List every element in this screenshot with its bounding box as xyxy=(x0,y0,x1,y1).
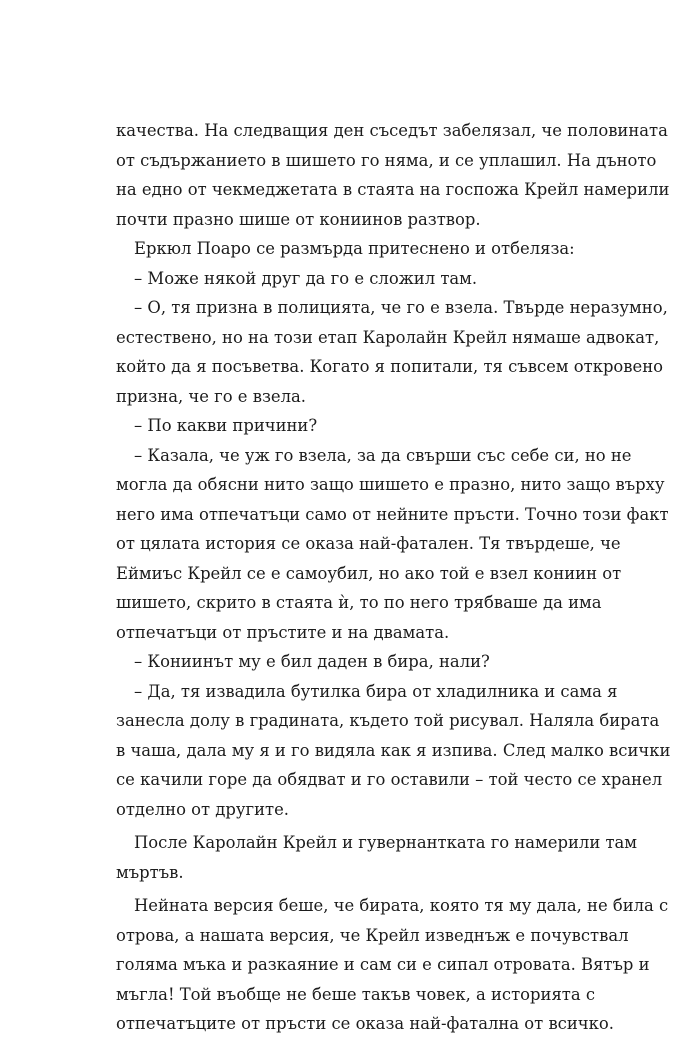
text-line: могла да обясни нито защо шишето е празно, нито защо върху xyxy=(116,475,665,494)
text-line: в чаша, дала му я и го видяла как я изпива. След малко всички xyxy=(116,740,671,760)
text-line: на едно от чекмеджетата в стаята на госпожа Крейл намерили xyxy=(116,180,670,199)
text-line: призна, че го е взела. xyxy=(116,386,306,406)
text-line: – Кониинът му е бил даден в бира, нали? xyxy=(134,652,490,671)
text-line: мъгла! Той въобще не беше такъв човек, а историята с xyxy=(116,984,596,1004)
body-text xyxy=(116,116,671,1039)
text-line: качества. На следващия ден съседът забелязал, че половината xyxy=(116,121,668,140)
text-line: – Казала, че уж го взела, за да свърши със себе си, но не xyxy=(134,445,632,465)
text-line: После Каролайн Крейл и гувернантката го намерили там xyxy=(134,833,638,852)
text-line: отрова, а нашата версия, че Крейл изведнъж е почувствал xyxy=(116,925,629,945)
text-line: – О, тя призна в полицията, че го е взела. Твърде неразумно, xyxy=(134,298,668,317)
text-line: който да я посъветва. Когато я попитали, тя съвсем откровено xyxy=(116,357,664,376)
text-line: естествено, но на този етап Каролайн Крейл нямаше адвокат, xyxy=(116,327,660,347)
text-line: – Може някой друг да го е сложил там. xyxy=(134,268,478,288)
text-line: занесла долу в градината, където той рисувал. Наляла бирата xyxy=(116,711,660,730)
text-line: Еркюл Поаро се размърда притеснено и отбеляза: xyxy=(134,239,575,258)
text-line: отделно от другите. xyxy=(116,799,290,819)
text-line: отпечатъци от пръстите и на двамата. xyxy=(116,622,450,642)
text-line: шишето, скрито в стаята ѝ, то по него трябваше да има xyxy=(116,593,602,612)
text-line: мъртъв. xyxy=(116,862,184,882)
text-line: отпечатъците от пръсти се оказа най-фатална от всичко. xyxy=(116,1014,614,1033)
text-line: него има отпечатъци само от нейните пръсти. Точно този факт xyxy=(116,504,669,524)
text-line: Нейната версия беше, че бирата, която тя му дала, не била с xyxy=(134,896,669,915)
text-line: голяма мъка и разкаяние и сам си е сипал отровата. Вятър и xyxy=(116,955,650,974)
text-line: – По какви причини? xyxy=(134,416,318,435)
text-line: почти празно шише от кониинов разтвор. xyxy=(116,209,481,229)
text-line: от съдържанието в шишето го няма, и се уплашил. На дъното xyxy=(116,150,657,170)
text-line: Еймиъс Крейл се е самоубил, но ако той е взел кониин от xyxy=(116,563,622,583)
text-line: се качили горе да обядват и го оставили – той често се хранел xyxy=(116,770,663,789)
text-line: от цялата история се оказа най-фатален. Тя твърдеше, че xyxy=(116,534,621,553)
text-line: – Да, тя извадила бутилка бира от хладилника и сама я xyxy=(134,681,618,701)
